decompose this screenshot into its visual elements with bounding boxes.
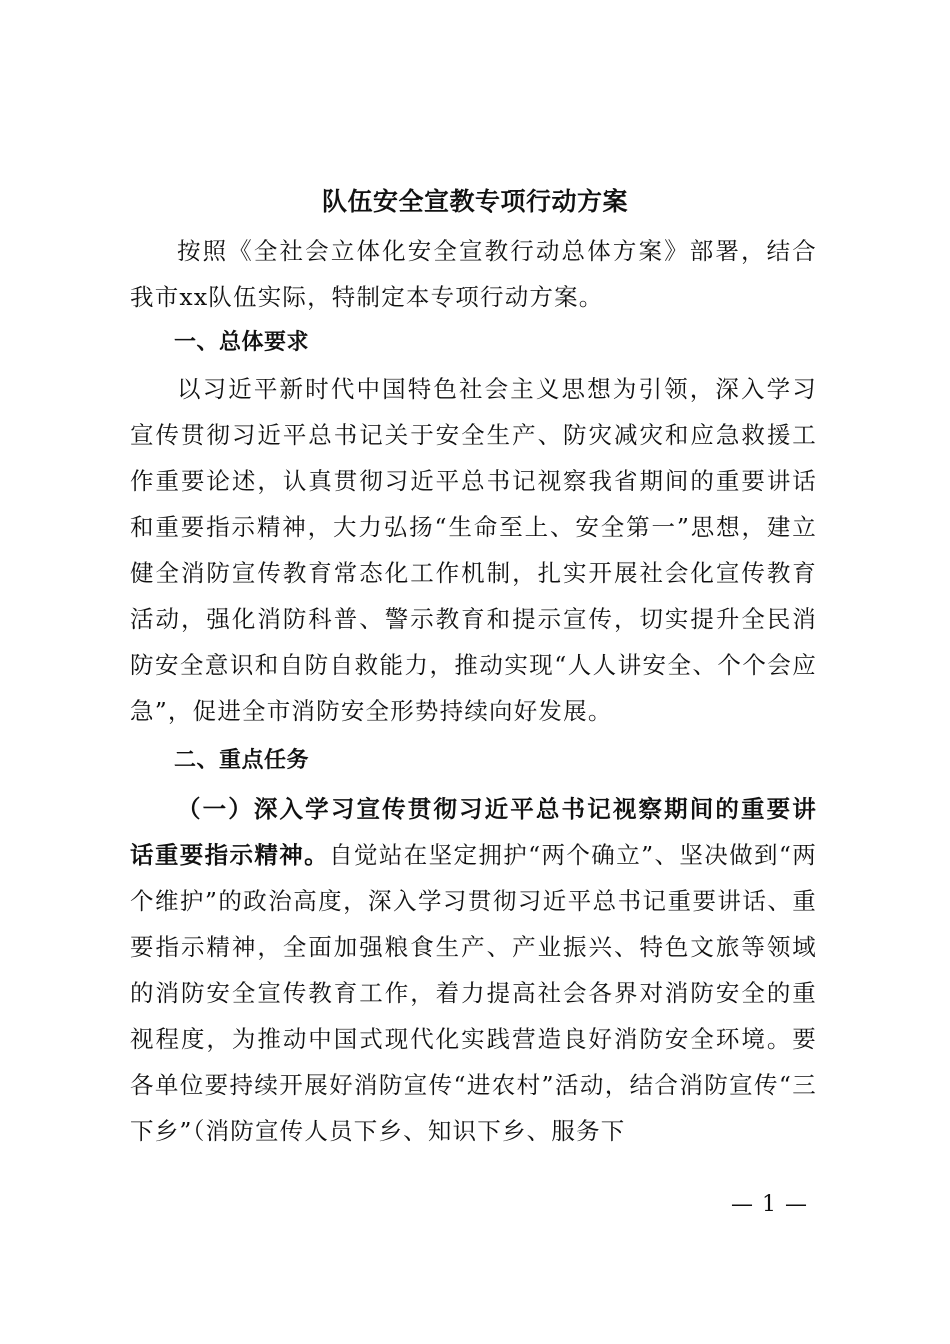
task-1-heading: （一）深入学习宣传贯彻习近平总书记视察期间的重要讲话重要指示精神。	[130, 795, 817, 869]
intro-paragraph: 按照《全社会立体化安全宣教行动总体方案》部署，结合我市xx队伍实际，特制定本专项行动方案。	[130, 237, 817, 311]
document-body	[130, 228, 817, 1154]
section-heading-general-requirements: 一、总体要求	[174, 330, 310, 355]
document-title: 队伍安全宣教专项行动方案	[321, 187, 628, 216]
task-1-body: 自觉站在坚定拥护“两个确立”、坚决做到“两个维护”的政治高度，深入学习贯彻习近平总书记重要讲话、重要指示精神，全面加强粮食生产、产业振兴、特色文旅等领域的消防安全宣传教育工作，着力提高社会各界对消防安全的重视程度，为推动中国式现代化实践营造良好消防安全环境。要各单位要持续开展好消防宣传“进农村”活动，结合消防宣传“三下乡”（消防宣传人员下乡、知识下乡、服务下	[130, 841, 817, 1145]
task-1-paragraph	[130, 786, 817, 1154]
general-requirements-paragraph: 以习近平新时代中国特色社会主义思想为引领，深入学习宣传贯彻习近平总书记关于安全生产、防灾减灾和应急救援工作重要论述，认真贯彻习近平总书记视察我省期间的重要讲话和重要指示精神，大力弘扬“生命至上、安全第一”思想，建立健全消防宣传教育常态化工作机制，扎实开展社会化宣传教育活动，强化消防科普、警示教育和提示宣传，切实提升全民消防安全意识和自防自救能力，推动实现“人人讲安全、个个会应急”，促进全市消防安全形势持续向好发展。	[130, 375, 817, 725]
page-number: — 1 —	[731, 1192, 808, 1217]
section-heading-key-tasks: 二、重点任务	[174, 748, 310, 773]
